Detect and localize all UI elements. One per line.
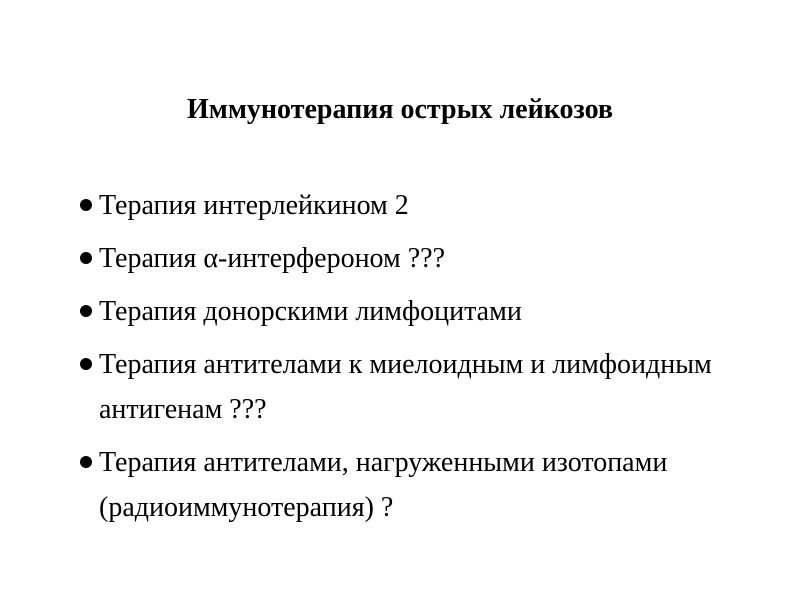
bullet-icon [80, 358, 92, 370]
bullet-text: Терапия α-интерфероном ??? [99, 243, 446, 274]
list-item [78, 289, 738, 334]
bullet-text: Терапия донорскими лимфоцитами [99, 296, 522, 327]
slide-title: Иммунотерапия острых лейкозов [187, 94, 613, 125]
bullet-icon [80, 252, 92, 264]
bullet-text: Терапия антителами к миелоидным и лимфоидным антигенам ??? [99, 349, 712, 425]
list-item [78, 183, 738, 228]
bullet-text: Терапия интерлейкином 2 [99, 190, 409, 221]
list-item [78, 440, 738, 530]
list-item [78, 342, 738, 432]
bullet-icon [80, 456, 92, 468]
bullet-text: Терапия антителами, нагруженными изотопами (радиоиммунотерапия) ? [99, 447, 668, 523]
list-item [78, 236, 738, 281]
bullet-icon [80, 199, 92, 211]
bullet-list [78, 183, 738, 538]
bullet-icon [80, 305, 92, 317]
